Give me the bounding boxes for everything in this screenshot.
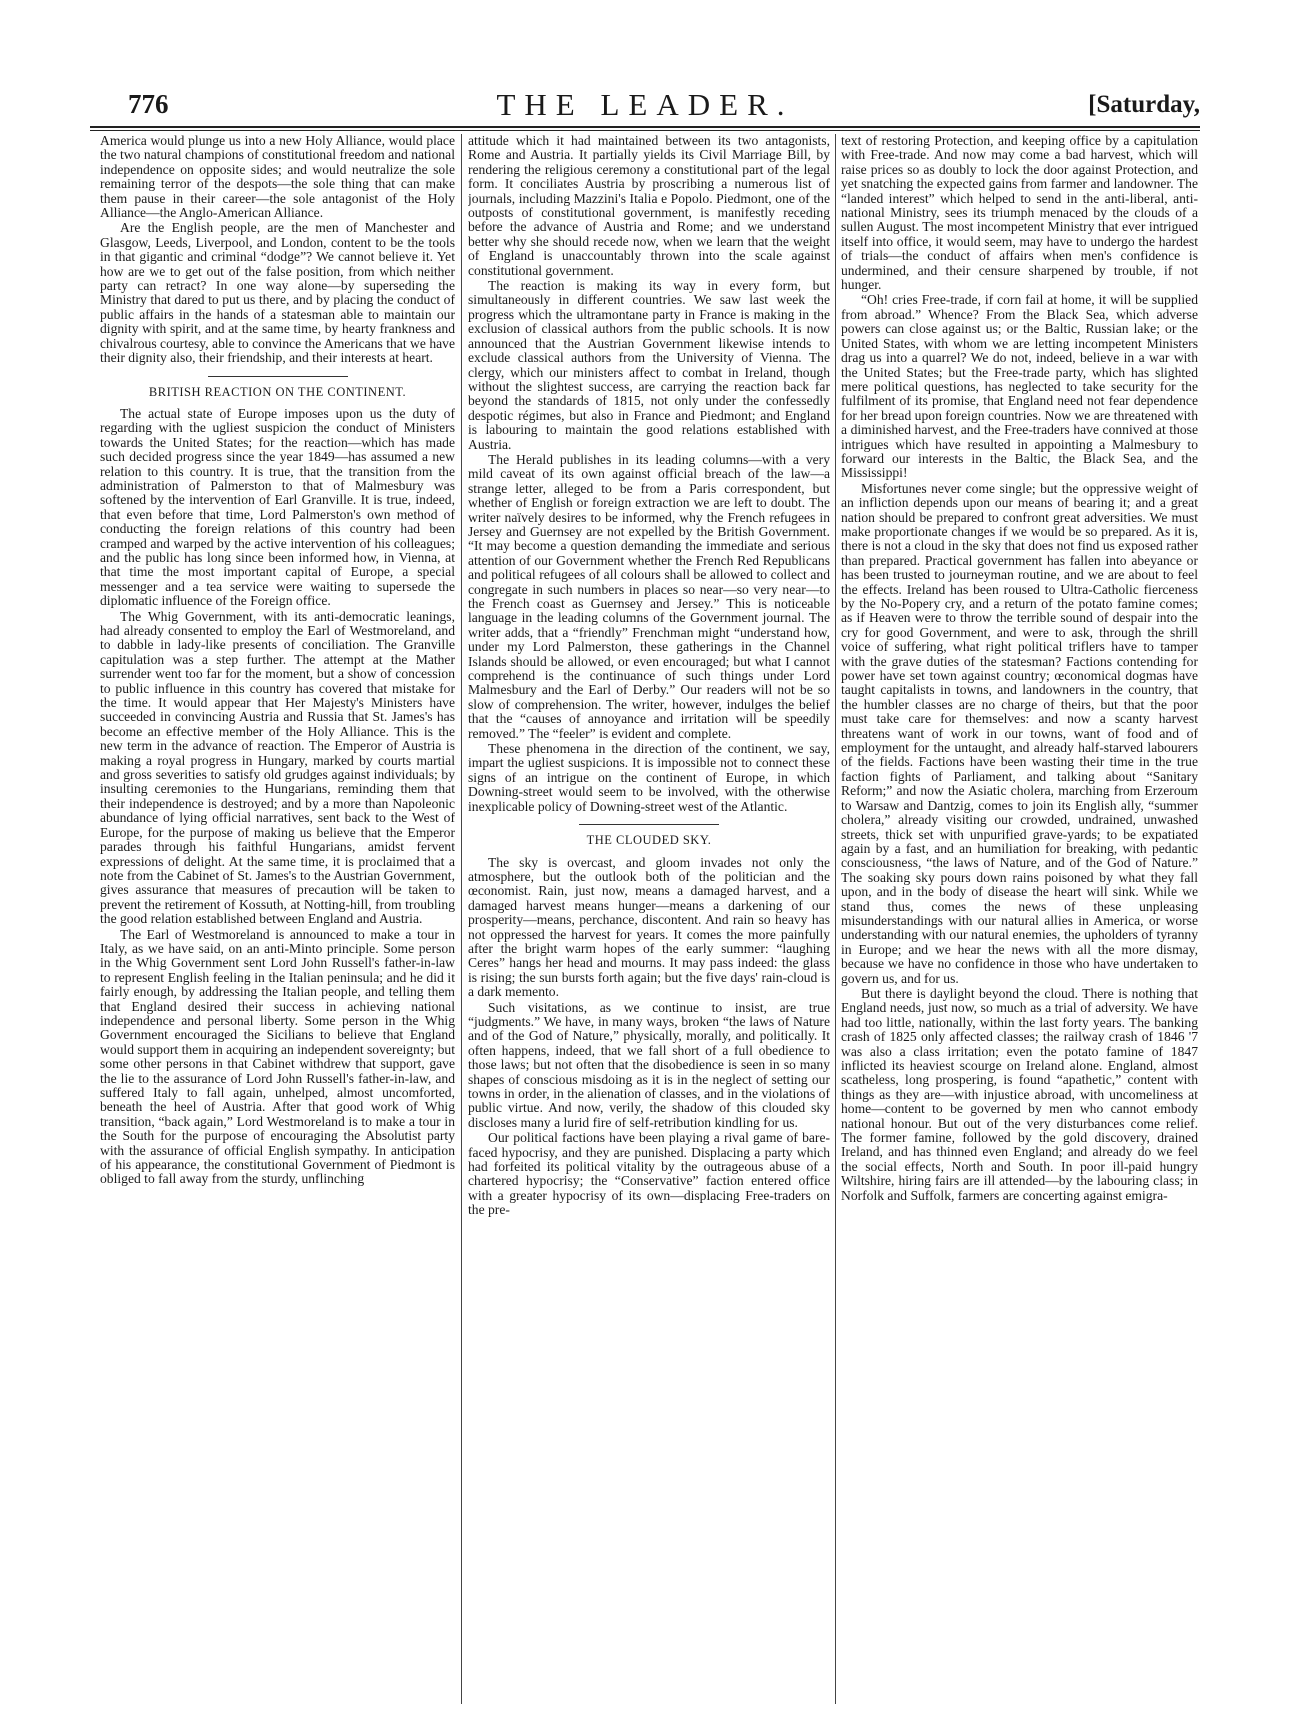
paragraph: Our political factions have been playing a rival game of bare-faced hypocrisy, and they are punished. Displacing a party which had forfeited its political vitality by the outrageous abuse of a chartered hypocrisy; the “Conservative” faction entered office with a greater hypocrisy of its own—displacing Free-traders on the pre- bbox=[468, 1130, 830, 1218]
article-heading: BRITISH REACTION ON THE CONTINENT. bbox=[148, 384, 407, 399]
paragraph: The Whig Government, with its anti-democratic leanings, had already consented to employ the Earl of Westmoreland, and to dabble in lady-like presents of conciliation. The Granville capitulation was a step further. The attempt at the Mather surrender went too far for the moment, but a show of concession to public influence in this country has covered that mistake for the time. It would appear that Her Majesty's Ministers have succeeded in convincing Austria and Russia that St. James's has become an effective member of the Holy Alliance. This is the new term in the advance of reaction. The Emperor of Austria is making a royal progress in Hungary, marked by courts martial and gross severities to satisfy old grudges against individuals; by insulting ceremonies to the Hungarians, reminding them that their independence is destroyed; and by a more than Napoleonic abundance of lying official narratives, sent back to the West of Europe, for the purpose of making us believe that the Emperor parades through his faithful Hungarians, amidst fervent expressions of delight. At the same time, it is proclaimed that a note from the Cabinet of St. James's to the Austrian Government, gives assurance that measures of precaution will be taken to prevent the retirement of Kossuth, at Notting-hill, from troubling the good relation established between England and Austria. bbox=[100, 608, 455, 927]
section-separator bbox=[579, 824, 719, 825]
paragraph: But there is daylight beyond the cloud. There is nothing that England needs, just now, so much as a trial of adversity. We have had too little, nationally, within the last forty years. The banking crash of 1825 only affected classes; the railway crash of 1846 '7 was also a class irritation; even the potato famine of 1847 inflicted its heaviest scourge on Ireland alone. England, almost scatheless, long prospering, is found “apathetic,” content with things as they are—with injustice abroad, with uncomeliness at home—content to be governed by men who cannot embody national honour. But out of the very disturbances come relief. The former famine, followed by the gold discovery, drained Ireland, and has thinned even England; and already do we feel the social effects, North and South. In poor ill-paid hungry Wiltshire, hiring fairs are ill attended—by the labouring class; in Norfolk and Suffolk, farmers are concerting against emigra- bbox=[841, 985, 1198, 1203]
article-heading: THE CLOUDED SKY. bbox=[586, 833, 712, 848]
paragraph: The Herald publishes in its leading columns—with a very mild caveat of its own against official breach of the law—a strange letter, alleged to be from a Paris correspondent, but whether of English or foreign extraction we are left to doubt. The writer naïvely desires to be informed, why the French refugees in Jersey and Guernsey are not expelled by the British Government. “It may become a question demanding the immediate and serious attention of our Government whether the French Red Republicans and political refugees of all colours shall be allowed to collect and congregate in such numbers in places so near—so very near—to the French coast as Guernsey and Jersey.” This is noticeable language in the leading columns of the Government journal. The writer adds, that a “friendly” Frenchman might “understand how, under my Lord Palmerston, these gatherings in the Channel Islands should be allowed, or even encouraged; but what I cannot comprehend is the continuance of such things under Lord Malmesbury and the Earl of Derby.” Our readers will not be so slow of comprehension. The writer, however, indulges the belief that the “causes of annoyance and irritation will be speedily removed.” The “feeler” is evident and complete. bbox=[468, 451, 830, 741]
column-3 bbox=[841, 134, 1198, 1704]
issue-date: [Saturday, bbox=[1088, 91, 1200, 118]
paragraph: Misfortunes never come single; but the oppressive weight of an infliction depends upon our means of bearing it; and a great nation should be prepared to confront great adversities. We must make proportionate changes if we would be so prepared. As it is, there is not a cloud in the sky that does not find us exposed rather than prepared. Practical government has fallen into abeyance or has been trusted to journeyman routine, and we are about to feel the effects. Ireland has been roused to Ultra-Catholic fierceness by the No-Popery cry, and a return of the potato famine comes; as if Heaven were to throw the terrible sound of despair into the cry for good Government, and were to ask, through the shrill voice of suffering, what right political triflers have to tamper with the grave duties of the statesman? Factions contending for power have set town against country; œconomical dogmas have taught capitalists in towns, and landowners in the country, that the humbler classes are no charge of theirs, but that the poor must take care for themselves: and now a scanty harvest threatens want of work in our towns, want of food and of employment for the untaught, and already half-starved labourers of the fields. Factions have been wasting their time in the true faction fights of Parliament, and talking about “Sanitary Reform;” and now the Asiatic cholera, marching from Erzeroum to Warsaw and Dantzig, comes to join its English ally, “summer cholera,” already visiting our crowded, undrained, unwashed streets, thick set with unpurified grave-yards; to be expatiated again by a fast, and an humiliation for breaking, with pedantic consciousness, “the laws of Nature, and of the God of Nature.” The soaking sky pours down rains poisoned by what they fall upon, and in the body of disease the heart will sink. While we stand thus, comes the news of these unpleasing misunderstandings with our natural allies in America, or worse understanding with our natural enemies, the upholders of tyranny in Europe; and we hear the news with all the more dismay, because we have no confidence in those who have undertaken to govern us, and for us. bbox=[841, 480, 1198, 986]
header-rule-thin bbox=[90, 130, 1200, 131]
paragraph: “Oh! cries Free-trade, if corn fail at home, it will be supplied from abroad.” Whence? From the Black Sea, which adverse powers can close against us; or the Baltic, Russian lake; or the United States, with whom we are letting incompetent Ministers drag us into a quarrel? We do not, indeed, believe in a war with the United States; but the Free-trade party, which has slighted mere political questions, has neglected to take security for the fulfilment of its promise, that England need not fear dependence for her bread upon foreign countries. Now we are threatened with a diminished harvest, and the Free-traders have connived at those intrigues which have resulted in appointing a Malmesbury to forward our interests in the Baltic, the Black Sea, and the Mississippi! bbox=[841, 292, 1198, 481]
paragraph: America would plunge us into a new Holy Alliance, would place the two natural champions of constitutional freedom and national independence on opposite sides; and would neutralize the sole remaining terror of the despots—the sole thing that can make them pause in their career—the sole antagonist of the Holy Alliance—the Anglo-American Alliance. bbox=[100, 134, 455, 221]
paragraph: attitude which it had maintained between its two antagonists, Rome and Austria. It partially yields its Civil Marriage Bill, by rendering the religious ceremony a constitutional part of the legal form. It conciliates Austria by proscribing a numerous list of journals, including Mazzini's Italia e Popolo. Piedmont, one of the outposts of constitutional government, is manifestly receding before the advance of Austria and Rome; and we understand better why she should recede now, when we learn that the weight of England is unaccountably thrown into the scale against constitutional government. bbox=[468, 134, 830, 278]
paragraph: The sky is overcast, and gloom invades not only the atmosphere, but the outlook both of the politician and the œconomist. Rain, just now, means a damaged harvest, and a damaged harvest means hunger—means a darkening of our prosperity—means, perchance, discontent. And rain so heavy has not oppressed the harvest for years. It comes the more painfully after the bright warm hopes of the early summer: “laughing Ceres” hangs her head and mourns. It may pass indeed: the glass is rising; the sun bursts forth again; but the five days' rain-cloud is a dark memento. bbox=[468, 854, 830, 1000]
section-separator bbox=[208, 376, 348, 377]
paragraph: The Earl of Westmoreland is announced to make a tour in Italy, as we have said, on an anti-Minto principle. Some person in the Whig Government sent Lord John Russell's father-in-law to represent English feeling in the Italian peninsula; and he did it fairly enough, by addressing the Italian people, and telling them that England desired their success in achieving national independence and personal liberty. Some person in the Whig Government encouraged the Sicilians to believe that England would support them in acquiring an independent sovereignty; but some other persons in that Cabinet withdrew that support, gave the lie to the assurance of Lord John Russell's father-in-law, and suffered Italy to fall again, unhelped, almost uncomforted, beneath the heel of Austria. After that good work of Whig transition, “back again,” Lord Westmoreland is to make a tour in the South for the purpose of encouraging the Absolutist party with the assurance of official English sympathy. In anticipation of his appearance, the constitutional Government of Piedmont is obliged to fall away from the sturdy, unflinching bbox=[100, 926, 455, 1187]
paragraph: These phenomena in the direction of the continent, we say, impart the ugliest suspicions. It is impossible not to connect these signs of an intrigue on the continent of Europe, in which Downing-street would seem to be involved, with the otherwise inexplicable policy of Downing-street west of the Atlantic. bbox=[468, 741, 830, 814]
column-1 bbox=[100, 134, 455, 1704]
header-rule bbox=[90, 126, 1200, 128]
paragraph: Are the English people, are the men of Manchester and Glasgow, Leeds, Liverpool, and London, content to be the tools in that gigantic and criminal “dodge”? We cannot believe it. Yet how are we to get out of the false position, from which neither party can retract? In one way alone—by superseding the Ministry that dared to put us there, and by placing the conduct of public affairs in the hands of a statesman able to maintain our dignity with spirit, and at the same time, by hearty frankness and chivalrous courtesy, able to convince the Americans that we have their dignity also, their friendship, and their interests at heart. bbox=[100, 220, 455, 366]
paragraph: The actual state of Europe imposes upon us the duty of regarding with the ugliest suspicion the conduct of Ministers towards the United States; for the reaction—which has made such decided progress since the year 1849—has assumed a new relation to this country. It is true, that the transition from the administration of Palmerston to that of Malmesbury was softened by the intervention of Earl Granville. It is true, indeed, that even before that time, Lord Palmerston's own method of conducting the foreign relations of this country had been cramped and warped by the active intervention of his colleagues; and the public has long since been informed how, in Vienna, at that time the most important capital of Europe, a special messenger and a tea service were waiting to supersede the diplomatic influence of the Foreign office. bbox=[100, 405, 455, 609]
paragraph: text of restoring Protection, and keeping office by a capitulation with Free-trade. And now may come a bad harvest, which will raise prices so as doubly to lock the door against Protection, and yet snatching the expected gains from farmer and landowner. The “landed interest” which helped to send in the anti-liberal, anti-national Ministry, sees its triumph menaced by the clouds of a sullen August. The most incompetent Ministry that ever intrigued itself into office, it would seem, may have to undergo the hardest of trials—the conduct of affairs when men's confidence is undermined, and their censure sharpened by trouble, if not hunger. bbox=[841, 134, 1198, 293]
paragraph: Such visitations, as we continue to insist, are true “judgments.” We have, in many ways, broken “the laws of Nature and of the God of Nature,” physically, morally, and politically. It often happens, indeed, that we fall short of a full obedience to those laws; but not often that the disobedience is seen in so many shapes of conscious misdoing as it is in the neglect of setting our towns in order, in the alienation of classes, and in the violations of public virtue. And now, verily, the shadow of this clouded sky discloses many a lurid fire of self-retribution kindling for us. bbox=[468, 999, 830, 1130]
page-number: 776 bbox=[128, 89, 169, 119]
paragraph: The reaction is making its way in every form, but simultaneously in different countries. We saw last week the progress which the ultramontane party in France is making in the exclusion of classical authors from the public schools. It is now announced that the Austrian Government likewise intends to exclude classical authors from the University of Vienna. The clergy, which our ministers affect to combat in Ireland, though without the slightest success, are carrying the reaction back far beyond the standards of 1815, not only under the confessedly despotic régimes, but also in France and Piedmont; and England is labouring to maintain the good relations established with Austria. bbox=[468, 278, 830, 452]
newspaper-title: THE LEADER. bbox=[496, 87, 794, 122]
column-divider bbox=[461, 134, 462, 1704]
column-divider bbox=[835, 134, 836, 1704]
masthead bbox=[90, 83, 1200, 127]
column-2 bbox=[468, 134, 830, 1704]
